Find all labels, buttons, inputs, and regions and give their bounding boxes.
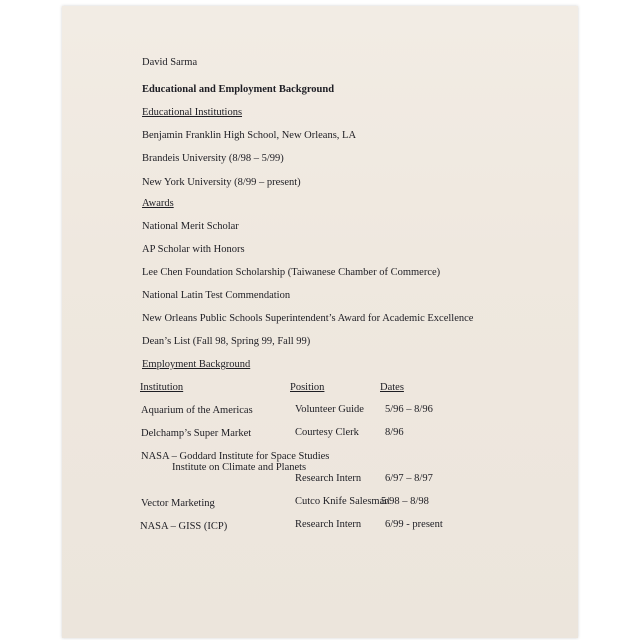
column-header-institution: Institution <box>140 382 184 393</box>
table-row-position: Cutco Knife Salesman <box>295 496 390 507</box>
table-row-institution: Vector Marketing <box>141 498 215 509</box>
table-row-dates: 5/98 – 8/98 <box>381 496 429 507</box>
award-item: Lee Chen Foundation Scholarship (Taiwanese Chamber of Commerce) <box>142 267 441 278</box>
table-row-institution: Aquarium of the Americas <box>141 405 253 416</box>
awards-heading: Awards <box>142 198 174 209</box>
education-item: New York University (8/99 – present) <box>142 177 301 188</box>
table-row-institution: NASA – Goddard Institute for Space Studies <box>141 451 330 462</box>
column-header-position: Position <box>290 382 325 393</box>
table-row-position: Research Intern <box>295 519 362 530</box>
table-row-institution: NASA – GISS (ICP) <box>140 521 228 532</box>
award-item: National Latin Test Commendation <box>142 290 291 301</box>
table-row-position: Research Intern <box>295 473 362 484</box>
table-row-dates: 5/96 – 8/96 <box>385 404 433 415</box>
table-row-institution-subline: Institute on Climate and Planets <box>172 462 307 473</box>
education-item: Brandeis University (8/98 – 5/99) <box>142 153 284 164</box>
table-row-position: Courtesy Clerk <box>295 427 359 438</box>
table-row-position: Volunteer Guide <box>295 404 364 415</box>
employment-heading: Employment Background <box>142 359 251 370</box>
section-title: Educational and Employment Background <box>142 84 335 95</box>
table-row-dates: 8/96 <box>385 427 404 438</box>
table-row-dates: 6/99 - present <box>385 519 443 530</box>
author-name: David Sarma <box>142 57 198 68</box>
award-item: National Merit Scholar <box>142 221 239 232</box>
award-item: AP Scholar with Honors <box>142 244 245 255</box>
education-heading: Educational Institutions <box>142 107 243 118</box>
education-item: Benjamin Franklin High School, New Orleans, LA <box>142 130 357 141</box>
table-row-dates: 6/97 – 8/97 <box>385 473 433 484</box>
column-header-dates: Dates <box>380 382 404 393</box>
award-item: New Orleans Public Schools Superintendent’s Award for Academic Excellence <box>142 313 474 324</box>
award-item: Dean’s List (Fall 98, Spring 99, Fall 99) <box>142 336 311 347</box>
table-row-institution: Delchamp’s Super Market <box>141 428 252 439</box>
